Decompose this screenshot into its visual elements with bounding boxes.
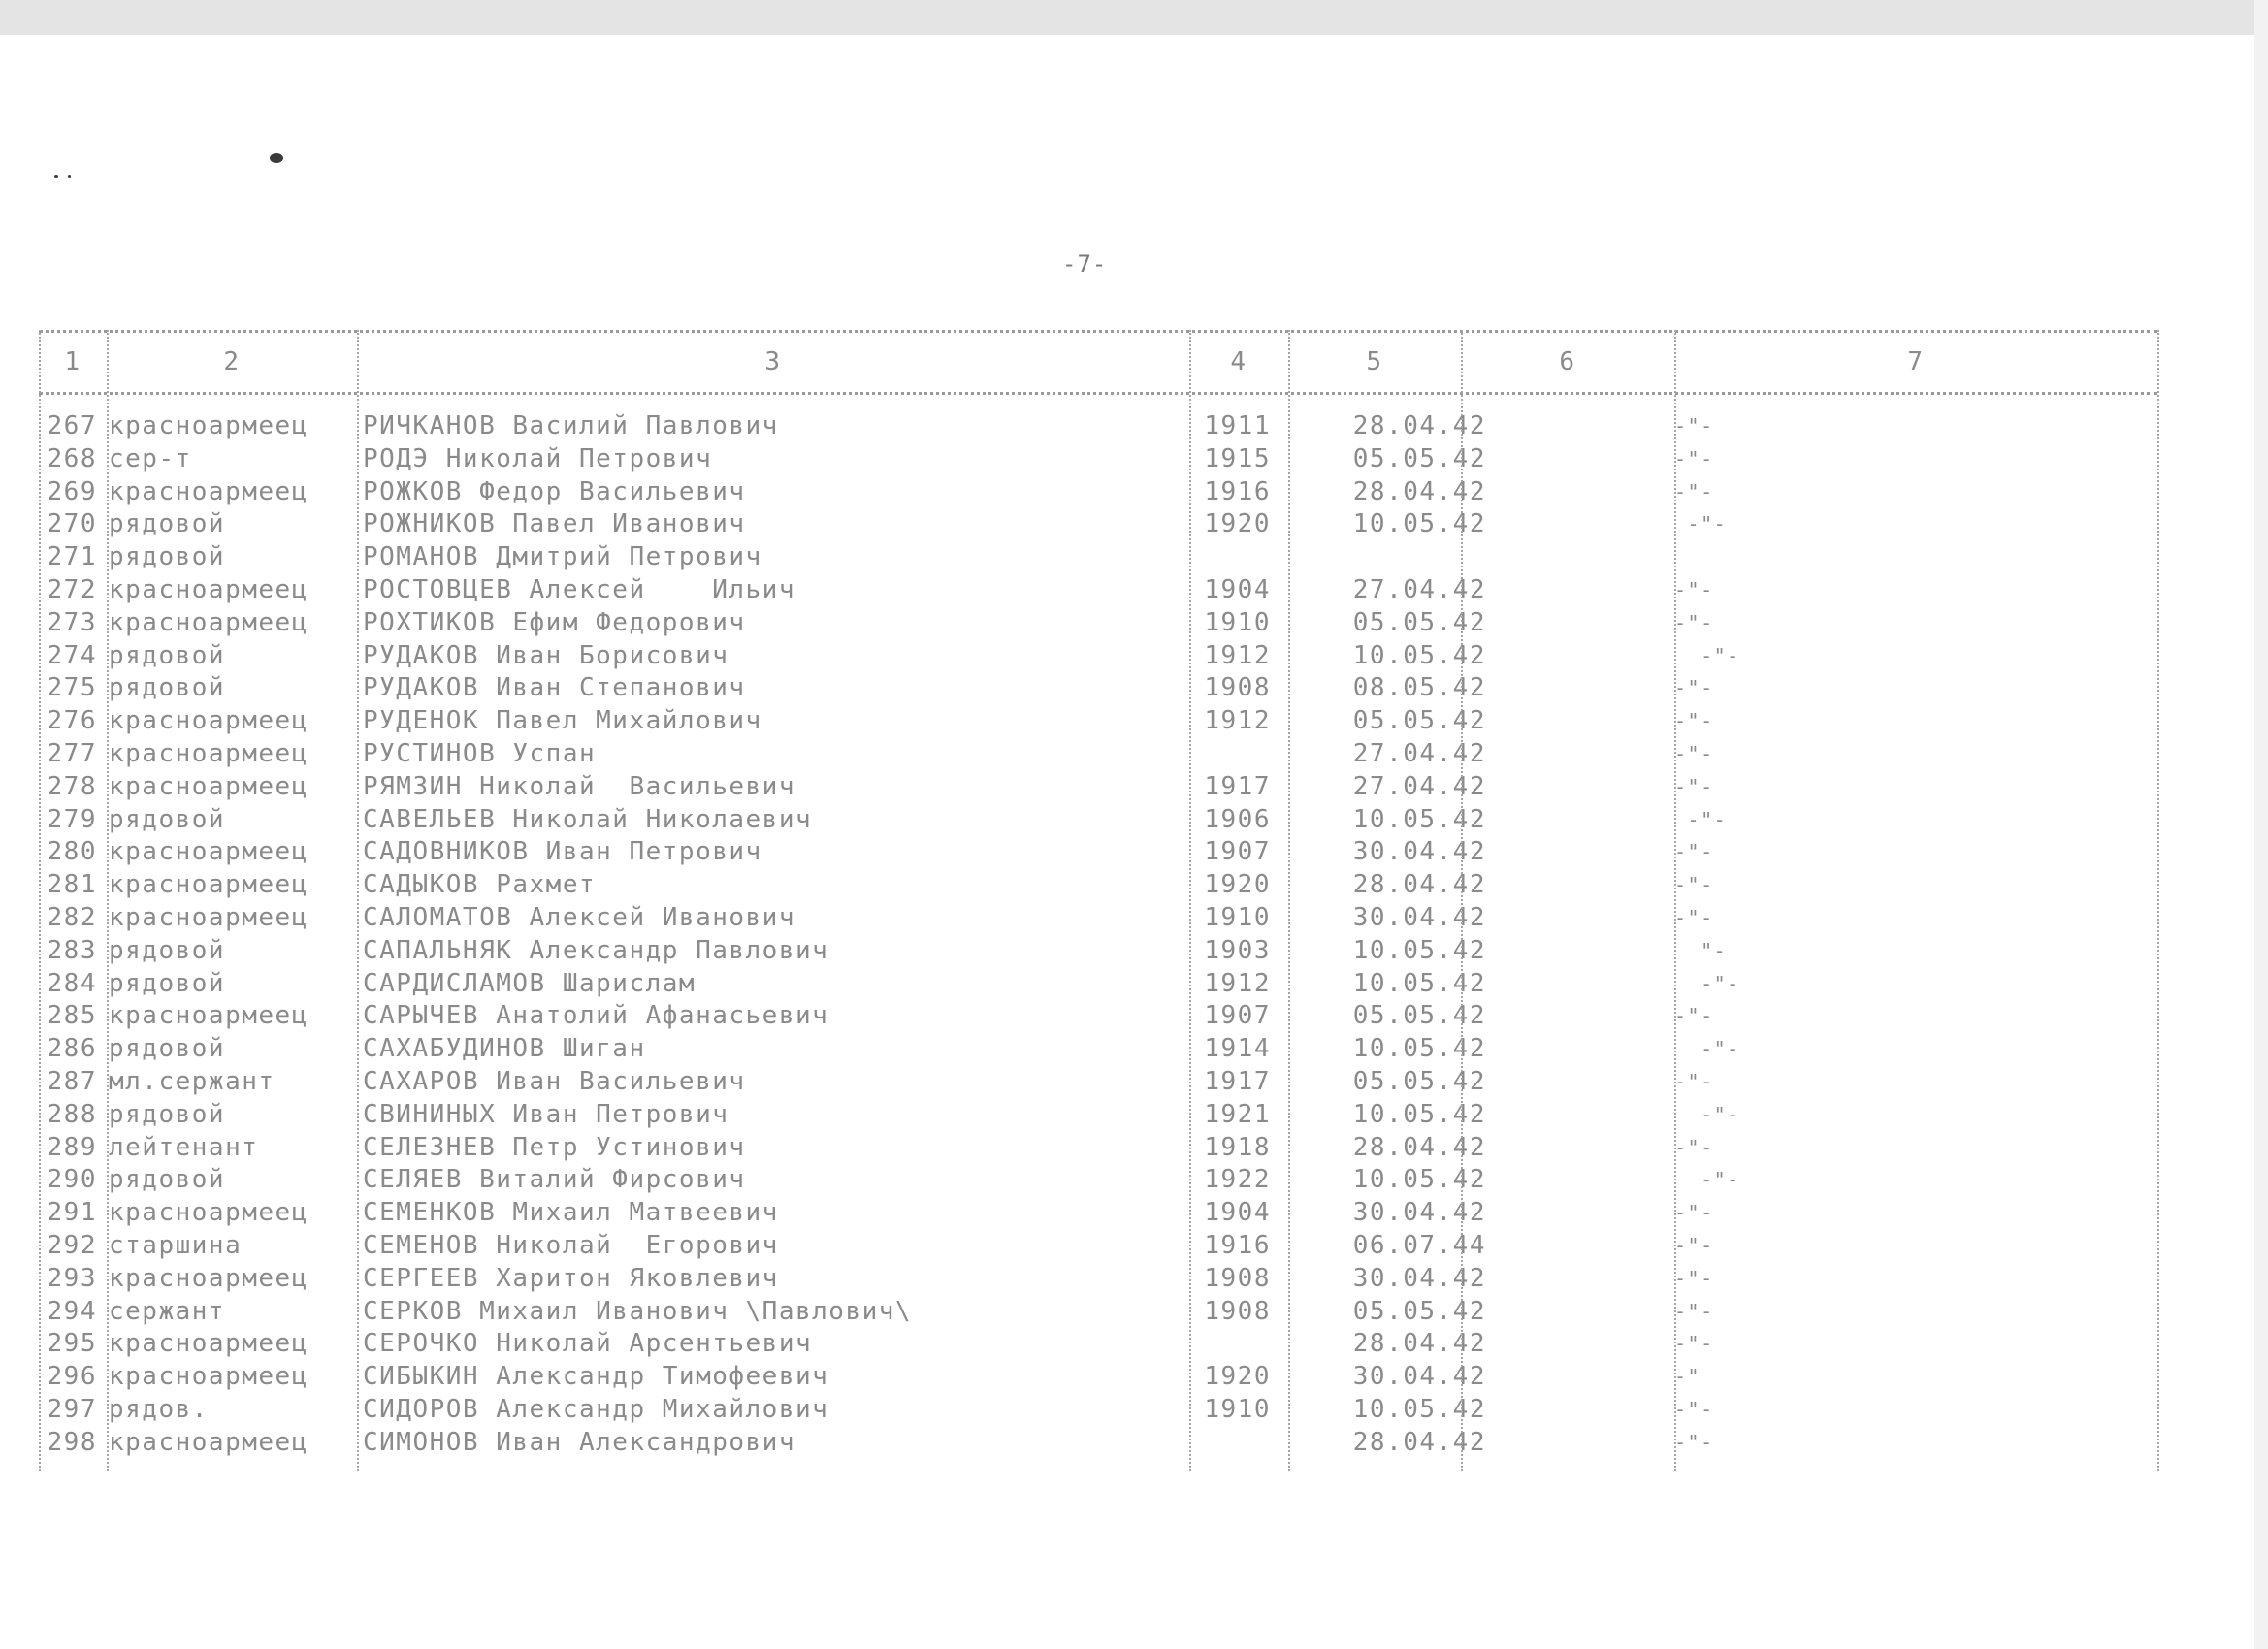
note-cell: -"- <box>1674 578 1714 601</box>
row-number: 281 <box>47 870 97 900</box>
note-cell: -"- <box>1674 512 1728 536</box>
note-cell: -"- <box>1674 807 1728 831</box>
name-cell: СИМОНОВ Иван Александрович <box>363 1427 795 1457</box>
rank-cell: рядовой <box>109 968 226 998</box>
date-cell: 10.05.42 <box>1352 1165 1486 1195</box>
row-number: 272 <box>47 575 97 604</box>
rank-cell: мл.сержант <box>109 1067 275 1096</box>
rank-cell: рядовой <box>109 1034 226 1064</box>
date-cell: 30.04.42 <box>1352 1263 1486 1293</box>
row-number: 282 <box>47 903 97 932</box>
rank-cell: красноармеец <box>109 575 308 604</box>
date-cell: 10.05.42 <box>1352 1034 1486 1064</box>
rank-cell: рядовой <box>109 673 226 703</box>
rank-cell: красноармеец <box>109 1198 308 1228</box>
note-cell: -"- <box>1674 1266 1714 1290</box>
column-divider <box>1674 330 1676 1471</box>
header-cell-6: 6 <box>1559 347 1576 376</box>
birth-year-cell: 1903 <box>1204 935 1271 965</box>
note-cell: -"- <box>1674 643 1740 667</box>
note-cell: -"- <box>1674 840 1714 864</box>
note-cell: -"- <box>1674 1201 1714 1225</box>
name-cell: САХАБУДИНОВ Шиган <box>363 1034 646 1064</box>
rank-cell: красноармеец <box>109 706 308 736</box>
birth-year-cell: 1910 <box>1204 903 1271 932</box>
date-cell: 28.04.42 <box>1352 476 1486 506</box>
date-cell: 05.05.42 <box>1352 706 1486 736</box>
birth-year-cell: 1912 <box>1204 640 1271 670</box>
rank-cell: старшина <box>109 1231 243 1260</box>
note-cell: -"- <box>1674 1332 1714 1356</box>
date-cell: 10.05.42 <box>1352 804 1486 834</box>
header-cell-7: 7 <box>1907 347 1925 376</box>
row-number: 292 <box>47 1231 97 1260</box>
note-cell: -"- <box>1674 1102 1740 1126</box>
birth-year-cell: 1907 <box>1204 837 1271 867</box>
row-number: 278 <box>47 771 97 801</box>
rank-cell: красноармеец <box>109 1001 308 1031</box>
rank-cell: красноармеец <box>109 1329 308 1359</box>
rank-cell: рядовой <box>109 1099 226 1129</box>
date-cell: 28.04.42 <box>1352 1427 1486 1457</box>
name-cell: РОЖНИКОВ Павел Иванович <box>363 509 746 539</box>
header-cell-1: 1 <box>64 347 81 376</box>
name-cell: РУСТИНОВ Успан <box>363 739 597 768</box>
row-number: 283 <box>47 935 97 965</box>
row-number: 269 <box>47 476 97 506</box>
note-cell: -"- <box>1674 1135 1714 1159</box>
birth-year-cell: 1906 <box>1204 804 1271 834</box>
row-number: 294 <box>47 1296 97 1326</box>
header-cell-5: 5 <box>1366 347 1383 376</box>
row-number: 273 <box>47 607 97 637</box>
column-divider <box>1189 330 1191 1471</box>
name-cell: СВИНИНЫХ Иван Петрович <box>363 1099 729 1129</box>
ink-speck <box>68 175 71 178</box>
date-cell: 27.04.42 <box>1352 739 1486 768</box>
note-cell: -"- <box>1674 742 1714 765</box>
birth-year-cell: 1916 <box>1204 1231 1271 1260</box>
date-cell: 10.05.42 <box>1352 640 1486 670</box>
note-cell: -"- <box>1674 610 1714 634</box>
name-cell: СИБЫКИН Александр Тимофеевич <box>363 1362 829 1392</box>
birth-year-cell: 1908 <box>1204 1296 1271 1326</box>
note-cell: -"- <box>1674 414 1714 437</box>
rank-cell: рядовой <box>109 542 226 572</box>
name-cell: СЕРКОВ Михаил Иванович \Павлович\ <box>363 1296 913 1326</box>
rank-cell: лейтенант <box>109 1132 259 1162</box>
column-divider <box>107 330 109 1471</box>
row-number: 274 <box>47 640 97 670</box>
date-cell: 10.05.42 <box>1352 1099 1486 1129</box>
row-number: 296 <box>47 1362 97 1392</box>
rank-cell: красноармеец <box>109 411 308 440</box>
date-cell: 05.05.42 <box>1352 607 1486 637</box>
birth-year-cell: 1922 <box>1204 1165 1271 1195</box>
date-cell: 10.05.42 <box>1352 968 1486 998</box>
birth-year-cell: 1915 <box>1204 443 1271 473</box>
note-cell: -"- <box>1674 1398 1714 1421</box>
name-cell: САДОВНИКОВ Иван Петрович <box>363 837 762 867</box>
rank-cell: красноармеец <box>109 903 308 932</box>
rank-cell: красноармеец <box>109 1362 308 1392</box>
name-cell: САХАРОВ Иван Васильевич <box>363 1067 746 1096</box>
date-cell: 28.04.42 <box>1352 1329 1486 1359</box>
name-cell: РИЧКАНОВ Василий Павлович <box>363 411 779 440</box>
birth-year-cell: 1912 <box>1204 706 1271 736</box>
note-cell: -"- <box>1674 709 1714 733</box>
birth-year-cell: 1908 <box>1204 1263 1271 1293</box>
name-cell: СЕЛЕЗНЕВ Петр Устинович <box>363 1132 746 1162</box>
rank-cell: красноармеец <box>109 476 308 506</box>
row-number: 279 <box>47 804 97 834</box>
name-cell: СИДОРОВ Александр Михайлович <box>363 1395 829 1424</box>
row-number: 267 <box>47 411 97 440</box>
row-number: 288 <box>47 1099 97 1129</box>
date-cell: 28.04.42 <box>1352 870 1486 900</box>
note-cell: -"- <box>1674 1430 1714 1454</box>
note-cell: -"- <box>1674 971 1740 995</box>
header-cell-3: 3 <box>764 347 782 376</box>
rank-cell: красноармеец <box>109 870 308 900</box>
column-divider <box>1288 330 1290 1471</box>
note-cell: "- <box>1674 938 1728 962</box>
name-cell: САДЫКОВ Рахмет <box>363 870 597 900</box>
note-cell: -"- <box>1674 774 1714 798</box>
name-cell: РОЖКОВ Федор Васильевич <box>363 476 746 506</box>
birth-year-cell: 1910 <box>1204 607 1271 637</box>
rank-cell: красноармеец <box>109 771 308 801</box>
rank-cell: сер-т <box>109 443 192 473</box>
name-cell: СЕРОЧКО Николай Арсентьевич <box>363 1329 813 1359</box>
row-number: 270 <box>47 509 97 539</box>
rank-cell: красноармеец <box>109 607 308 637</box>
date-cell: 30.04.42 <box>1352 903 1486 932</box>
note-cell: -"- <box>1674 1004 1714 1028</box>
column-divider <box>2157 330 2159 1471</box>
name-cell: СЕМЕНКОВ Михаил Матвеевич <box>363 1198 779 1228</box>
birth-year-cell: 1916 <box>1204 476 1271 506</box>
row-number: 290 <box>47 1165 97 1195</box>
name-cell: САРДИСЛАМОВ Шарислам <box>363 968 697 998</box>
note-cell: -"- <box>1674 1299 1714 1323</box>
birth-year-cell: 1907 <box>1204 1001 1271 1031</box>
column-divider <box>1461 330 1463 1471</box>
column-divider <box>357 330 359 1471</box>
row-number: 271 <box>47 542 97 572</box>
birth-year-cell: 1911 <box>1204 411 1271 440</box>
name-cell: СЕРГЕЕВ Харитон Яковлевич <box>363 1263 779 1293</box>
row-number: 286 <box>47 1034 97 1064</box>
date-cell: 08.05.42 <box>1352 673 1486 703</box>
date-cell: 05.05.42 <box>1352 1067 1486 1096</box>
note-cell: -"- <box>1674 1037 1740 1061</box>
birth-year-cell: 1920 <box>1204 870 1271 900</box>
scan-top-edge <box>0 0 2268 35</box>
note-cell: -"- <box>1674 446 1714 470</box>
note-cell: -"- <box>1674 479 1714 503</box>
row-number: 275 <box>47 673 97 703</box>
ink-speck <box>270 153 283 163</box>
name-cell: САПАЛЬНЯК Александр Павлович <box>363 935 829 965</box>
name-cell: РУДЕНОК Павел Михайлович <box>363 706 762 736</box>
date-cell: 10.05.42 <box>1352 509 1486 539</box>
row-number: 293 <box>47 1263 97 1293</box>
date-cell: 28.04.42 <box>1352 411 1486 440</box>
birth-year-cell: 1908 <box>1204 673 1271 703</box>
rank-cell: красноармеец <box>109 837 308 867</box>
page-number: -7- <box>1062 250 1108 277</box>
date-cell: 10.05.42 <box>1352 935 1486 965</box>
row-number: 291 <box>47 1198 97 1228</box>
rank-cell: рядовой <box>109 640 226 670</box>
rank-cell: рядов. <box>109 1395 209 1424</box>
row-number: 287 <box>47 1067 97 1096</box>
rank-cell: красноармеец <box>109 739 308 768</box>
column-divider <box>39 330 41 1471</box>
birth-year-cell: 1917 <box>1204 1067 1271 1096</box>
scan-right-edge <box>2254 0 2268 1649</box>
birth-year-cell: 1912 <box>1204 968 1271 998</box>
name-cell: РОДЭ Николай Петрович <box>363 443 713 473</box>
birth-year-cell: 1920 <box>1204 1362 1271 1392</box>
date-cell: 10.05.42 <box>1352 1395 1486 1424</box>
date-cell: 30.04.42 <box>1352 1362 1486 1392</box>
date-cell: 30.04.42 <box>1352 1198 1486 1228</box>
note-cell: -"- <box>1674 1234 1714 1257</box>
name-cell: РОХТИКОВ Ефим Федорович <box>363 607 746 637</box>
birth-year-cell: 1904 <box>1204 575 1271 604</box>
name-cell: САЛОМАТОВ Алексей Иванович <box>363 903 795 932</box>
row-number: 285 <box>47 1001 97 1031</box>
date-cell: 27.04.42 <box>1352 575 1486 604</box>
row-number: 280 <box>47 837 97 867</box>
name-cell: РОСТОВЦЕВ Алексей Ильич <box>363 575 795 604</box>
birth-year-cell: 1917 <box>1204 771 1271 801</box>
note-cell: -"- <box>1674 1070 1714 1093</box>
note-cell: -"- <box>1674 906 1714 929</box>
note-cell: -"- <box>1674 1168 1740 1192</box>
note-cell: -"- <box>1674 676 1714 700</box>
name-cell: СЕЛЯЕВ Виталий Фирсович <box>363 1165 746 1195</box>
date-cell: 30.04.42 <box>1352 837 1486 867</box>
name-cell: САРЫЧЕВ Анатолий Афанасьевич <box>363 1001 829 1031</box>
row-number: 268 <box>47 443 97 473</box>
row-number: 284 <box>47 968 97 998</box>
name-cell: САВЕЛЬЕВ Николай Николаевич <box>363 804 813 834</box>
birth-year-cell: 1914 <box>1204 1034 1271 1064</box>
header-cell-4: 4 <box>1230 347 1247 376</box>
row-number: 297 <box>47 1395 97 1424</box>
rank-cell: красноармеец <box>109 1427 308 1457</box>
date-cell: 05.05.42 <box>1352 1296 1486 1326</box>
rank-cell: сержант <box>109 1296 226 1326</box>
rank-cell: рядовой <box>109 935 226 965</box>
row-number: 277 <box>47 739 97 768</box>
row-number: 298 <box>47 1427 97 1457</box>
row-number: 289 <box>47 1132 97 1162</box>
name-cell: РЯМЗИН Николай Васильевич <box>363 771 795 801</box>
date-cell: 05.05.42 <box>1352 1001 1486 1031</box>
date-cell: 06.07.44 <box>1352 1231 1486 1260</box>
birth-year-cell: 1918 <box>1204 1132 1271 1162</box>
row-number: 276 <box>47 706 97 736</box>
date-cell: 28.04.42 <box>1352 1132 1486 1162</box>
note-cell: -"- <box>1674 873 1714 897</box>
name-cell: РУДАКОВ Иван Степанович <box>363 673 746 703</box>
rank-cell: рядовой <box>109 509 226 539</box>
name-cell: РОМАНОВ Дмитрий Петрович <box>363 542 762 572</box>
header-cell-2: 2 <box>223 347 241 376</box>
name-cell: РУДАКОВ Иван Борисович <box>363 640 729 670</box>
name-cell: СЕМЕНОВ Николай Егорович <box>363 1231 779 1260</box>
rank-cell: рядовой <box>109 804 226 834</box>
date-cell: 05.05.42 <box>1352 443 1486 473</box>
birth-year-cell: 1904 <box>1204 1198 1271 1228</box>
row-number: 295 <box>47 1329 97 1359</box>
date-cell: 27.04.42 <box>1352 771 1486 801</box>
note-cell: -" <box>1674 1365 1701 1389</box>
ink-speck <box>54 175 58 178</box>
rank-cell: красноармеец <box>109 1263 308 1293</box>
birth-year-cell: 1921 <box>1204 1099 1271 1129</box>
birth-year-cell: 1920 <box>1204 509 1271 539</box>
rank-cell: рядовой <box>109 1165 226 1195</box>
birth-year-cell: 1910 <box>1204 1395 1271 1424</box>
